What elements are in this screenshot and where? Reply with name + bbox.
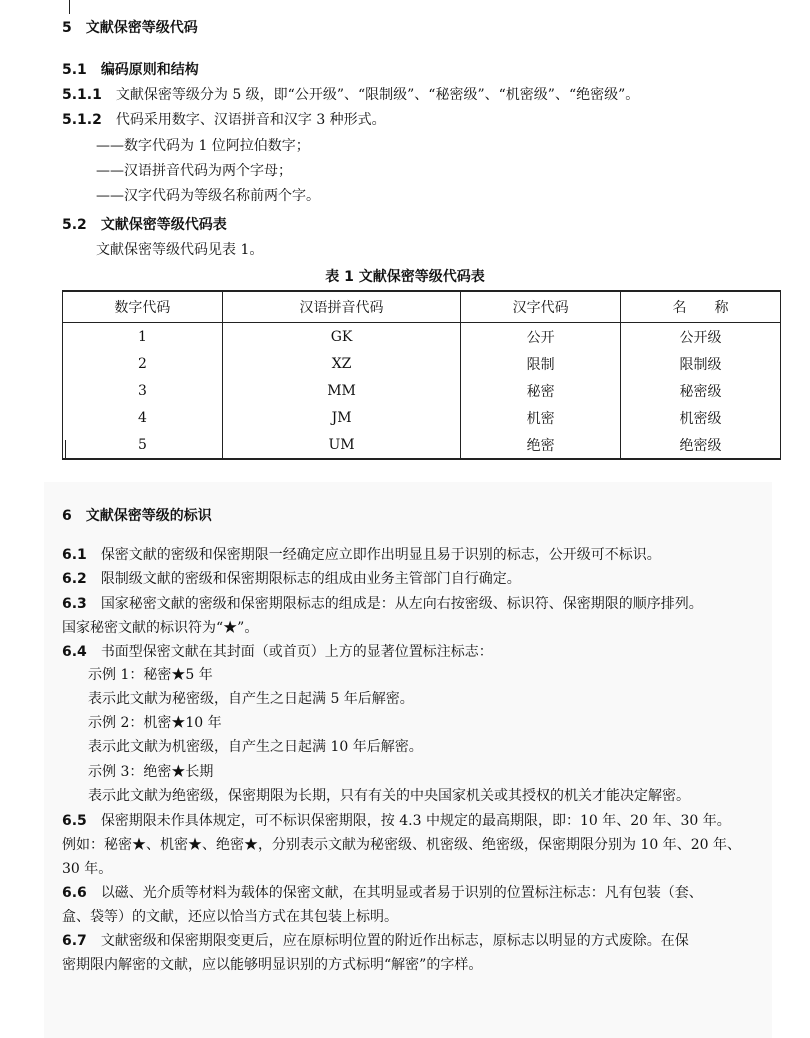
table-cell: XZ <box>222 350 460 377</box>
clause-6-7-continued: 密期限内解密的文献，应以能够明显识别的方式标明“解密”的字样。 <box>62 957 483 973</box>
clause-text: 保密文献的密级和保密期限一经确定应立即作出明显且易于识别的标志，公开级可不标识。 <box>100 547 661 563</box>
clause-6-2 <box>62 570 521 588</box>
example-3-description: 表示此文献为绝密级，保密期限为长期，只有有关的中央国家机关或其授权的机关才能决定解密。 <box>88 788 690 804</box>
clause-text: 以磁、光介质等材料为载体的保密文献，在其明显或者易于识别的位置标注标志：凡有包装（套、 <box>100 885 703 901</box>
clause-title: 文献保密等级代码表 <box>100 217 227 233</box>
clause-title: 编码原则和结构 <box>100 62 199 78</box>
clause-number: 5.2 <box>62 217 87 233</box>
section-number: 6 <box>62 508 72 524</box>
bottom-page-panel <box>44 482 772 1038</box>
clause-5-1-1 <box>62 86 639 104</box>
table-cell: 2 <box>137 355 147 372</box>
dash-item: ——汉语拼音代码为两个字母； <box>96 163 292 179</box>
example-1-label: 示例 1：秘密★5 年 <box>88 667 213 683</box>
clause-6-5 <box>62 812 731 830</box>
table-cell: 4 <box>137 409 147 426</box>
scan-mark <box>69 0 70 14</box>
clause-6-6 <box>62 884 703 902</box>
clause-number: 6.3 <box>62 596 87 612</box>
table-intro: 文献保密等级代码见表 1。 <box>96 242 264 258</box>
dash-item: ——数字代码为 1 位阿拉伯数字； <box>96 138 310 154</box>
clause-5-1-2 <box>62 111 386 129</box>
clause-text: 限制级文献的密级和保密期限标志的组成由业务主管部门自行确定。 <box>100 571 521 587</box>
clause-number: 5.1.2 <box>62 112 102 128</box>
clause-6-6-continued: 盒、袋等）的文献，还应以恰当方式在其包装上标明。 <box>62 909 398 925</box>
clause-6-5-continued: 例如：秘密★、机密★、绝密★，分别表示文献为秘密级、机密级、绝密级，保密期限分别为 10 年、20 年、 <box>62 837 741 853</box>
table-cell: 公开 <box>461 323 621 351</box>
table-cell: 限制级 <box>621 350 781 377</box>
clause-number: 6.4 <box>62 644 87 660</box>
table-cell: UM <box>222 431 460 459</box>
clause-text: 国家秘密文献的密级和保密期限标志的组成是：从左向右按密级、标识符、保密期限的顺序排列。 <box>100 596 703 612</box>
example-3-label: 示例 3：绝密★长期 <box>88 764 214 780</box>
clause-number: 5.1 <box>62 62 87 78</box>
table-cell: 5 <box>63 431 223 459</box>
dash-item: ——汉字代码为等级名称前两个字。 <box>96 188 320 204</box>
clause-6-1 <box>62 546 661 564</box>
table-header-row <box>63 291 781 323</box>
table-cell: JM <box>222 404 460 431</box>
table-cell: GK <box>222 323 460 351</box>
clause-number: 6.7 <box>62 933 87 949</box>
table-cell: 绝密级 <box>621 431 781 459</box>
clause-number: 6.6 <box>62 885 87 901</box>
column-header: 汉字代码 <box>461 291 621 323</box>
section-title: 文献保密等级的标识 <box>85 508 212 524</box>
column-header: 数字代码 <box>63 291 223 323</box>
clause-5-1-heading <box>62 61 199 79</box>
table-cell: 3 <box>137 382 147 399</box>
section-5-heading <box>62 19 198 37</box>
clause-text: 文献保密等级分为 5 级，即“公开级”、“限制级”、“秘密级”、“机密级”、“绝密级”。 <box>115 87 640 103</box>
table-row <box>63 404 781 431</box>
clause-5-2-heading <box>62 216 227 234</box>
clause-text: 文献密级和保密期限变更后，应在原标明位置的附近作出标志，原标志以明显的方式废除。在保 <box>100 933 689 949</box>
table-caption: 表 1 文献保密等级代码表 <box>325 269 485 285</box>
section-number: 5 <box>62 20 72 36</box>
section-6-heading <box>62 507 212 525</box>
clause-6-3-continued: 国家秘密文献的标识符为“★”。 <box>62 620 259 636</box>
clause-text: 保密期限未作具体规定，可不标识保密期限，按 4.3 中规定的最高期限，即：10 年、20 年、30 年。 <box>100 813 731 829</box>
table-cell: 1 <box>137 328 147 345</box>
table-cell: 机密 <box>461 404 621 431</box>
clause-6-3 <box>62 595 703 613</box>
table-row <box>63 431 781 459</box>
table-cell: 秘密 <box>461 377 621 404</box>
code-table <box>62 290 781 460</box>
clause-6-4 <box>62 643 493 661</box>
clause-number: 6.5 <box>62 813 87 829</box>
clause-number: 6.2 <box>62 571 87 587</box>
column-header: 汉语拼音代码 <box>222 291 460 323</box>
table-cell: 秘密级 <box>621 377 781 404</box>
section-title: 文献保密等级代码 <box>85 20 198 36</box>
clause-6-7 <box>62 932 689 950</box>
table-cell: 机密级 <box>621 404 781 431</box>
table-row <box>63 377 781 404</box>
clause-text: 代码采用数字、汉语拼音和汉字 3 种形式。 <box>115 112 386 128</box>
clause-number: 6.1 <box>62 547 87 563</box>
clause-text: 书面型保密文献在其封面（或首页）上方的显著位置标注标志： <box>100 644 493 660</box>
clause-number: 5.1.1 <box>62 87 102 103</box>
table-row <box>63 350 781 377</box>
table-cell: MM <box>222 377 460 404</box>
table-cell: 限制 <box>461 350 621 377</box>
table-row <box>63 323 781 351</box>
column-header: 名 称 <box>621 291 781 323</box>
clause-6-5-continued: 30 年。 <box>62 861 113 877</box>
example-1-description: 表示此文献为秘密级，自产生之日起满 5 年后解密。 <box>88 691 414 707</box>
table-cell: 公开级 <box>621 323 781 351</box>
example-2-description: 表示此文献为机密级，自产生之日起满 10 年后解密。 <box>88 739 423 755</box>
table-cell: 绝密 <box>461 431 621 459</box>
example-2-label: 示例 2：机密★10 年 <box>88 715 222 731</box>
